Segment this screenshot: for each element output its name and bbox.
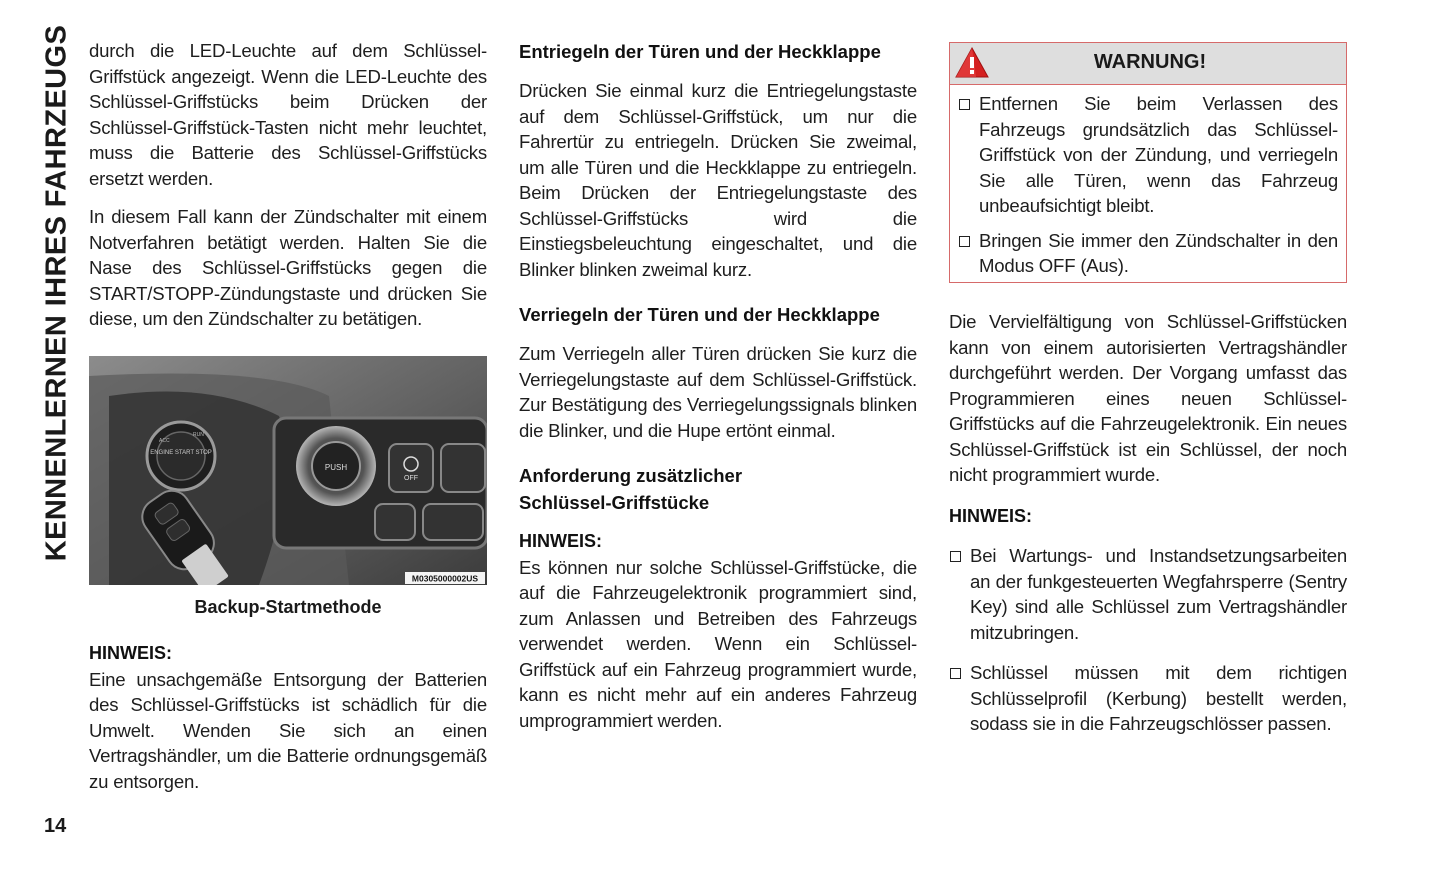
warning-title: WARNUNG! <box>1093 51 1207 73</box>
warning-item-text: Bringen Sie immer den Zündschalter in den Modus OFF (Aus). <box>979 229 1338 276</box>
list-item <box>949 660 1347 737</box>
list-item <box>958 91 1338 219</box>
checkbox-bullet-icon <box>950 551 961 562</box>
heading-additional-keys-line1: Anforderung zusätzlicher <box>519 465 743 486</box>
note-heading: HINWEIS: <box>949 505 1032 526</box>
heading-additional-keys-line2: Schlüssel-Griffstücke <box>519 492 710 513</box>
note-item-text: Schlüssel müssen mit dem richtigen Schlüsselprofil (Kerbung) bestellt werden, sodass sie in die Fahrzeugschlösser passen. <box>970 662 1347 734</box>
heading-lock: Verriegeln der Türen und der Heckklappe <box>519 304 880 325</box>
paragraph-led-battery: durch die LED-Leuchte auf dem Schlüssel-Griffstück angezeigt. Wenn die LED-Leuchte des Schlüssel-Griffstücks beim Drücken der Schlüssel-Griffstück-Tasten nicht mehr leuchtet, muss die Batterie des Schlüssel-Griffstücks ersetzt werden. <box>89 40 487 189</box>
checkbox-bullet-icon <box>950 668 961 679</box>
figure-code: M0305000002US <box>411 573 479 584</box>
warning-box <box>949 42 1347 283</box>
column-middle <box>519 38 917 733</box>
figure-caption: Backup-Startmethode <box>194 597 382 617</box>
run-label: RUN <box>193 432 204 438</box>
column-right <box>949 309 1347 746</box>
heading-unlock: Entriegeln der Türen und der Heckklappe <box>519 41 881 62</box>
start-button-label: ENGINE START STOP <box>150 450 212 456</box>
paragraph-key-duplication: Die Vervielfältigung von Schlüssel-Griffstücken kann von einem autorisierten Vertragshändler durchgeführt werden. Der Vorgang umfasst das Programmieren eines neuen Schlüssel-Griffstücks auf die Fahrzeugelektronik. Ein neues Schlüssel-Griffstück ist ein Schlüssel, der noch nicht programmiert wurde. <box>949 311 1347 485</box>
note-heading: HINWEIS: <box>89 643 172 663</box>
list-item <box>958 228 1338 279</box>
warning-list <box>950 85 1346 279</box>
dashboard-photo-illustration <box>89 356 487 585</box>
warning-header <box>950 43 1346 85</box>
chapter-title-vertical <box>40 24 74 561</box>
paragraph-emergency-start: In diesem Fall kann der Zündschalter mit einem Notverfahren betätigt werden. Halten Sie die Nase des Schlüssel-Griffstücks gegen die START/STOPP-Zündungstaste und drücken Sie diese, um den Zündschalter zu betätigen. <box>89 206 487 329</box>
chapter-title-text: KENNENLERNEN IHRES FAHRZEUGS <box>40 24 73 561</box>
page-number: 14 <box>44 815 67 837</box>
note-item-text: Bei Wartungs- und Instandsetzungsarbeiten an der funkgesteuerten Wegfahrsperre (Sentry Key) sind alle Schlüssel zum Vertragshändler mitzubringen. <box>970 545 1347 643</box>
heading-additional-keys <box>519 462 917 516</box>
note-programmed-keys: Es können nur solche Schlüssel-Griffstücke, die auf die Fahrzeugelektronik programmiert sind, zum Anlassen und Betreiben des Fahrzeugs verwendet werden. Wenn ein Schlüssel-Griffstück auf ein Fahrzeug programmiert wurde, kann es nicht mehr auf ein anderes Fahrzeug umprogrammiert werden. <box>519 556 917 731</box>
paragraph-unlock: Drücken Sie einmal kurz die Entriegelungstaste auf dem Schlüssel-Griffstück, um nur die Fahrertür zu entriegeln. Drücken Sie zweimal, um alle Türen und die Heckklappe zu entriegeln. Beim Drücken der Entriegelungstaste des Schlüssel-Griffstücks wird die Einstiegsbeleuchtung eingeschaltet, und die Blinker blinken zweimal kurz. <box>519 80 917 280</box>
off-label: OFF <box>404 475 418 482</box>
warning-item-text: Entfernen Sie beim Verlassen des Fahrzeugs grundsätzlich das Schlüssel-Griffstück von der Zündung, und verriegeln Sie alle Türen, wenn das Fahrzeug unbeaufsichtigt bleibt. <box>979 93 1338 216</box>
figure-backup-start-photo <box>89 356 487 585</box>
column-left <box>89 38 487 332</box>
column-left-note <box>89 641 487 794</box>
checkbox-bullet-icon <box>959 236 970 247</box>
acc-label: ACC <box>159 438 170 444</box>
list-item <box>949 543 1347 645</box>
note-battery-disposal: Eine unsachgemäße Entsorgung der Batterien des Schlüssel-Griffstücks ist schädlich für die Umwelt. Wenden Sie sich an einen Vertragshändler, um die Batterie ordnungsgemäß zu entsorgen. <box>89 668 487 792</box>
paragraph-lock: Zum Verriegeln aller Türen drücken Sie kurz die Verriegelungstaste auf dem Schlüssel-Griffstück. Zur Bestätigung des Verriegelungssignals blinken die Blinker, und die Hupe ertönt einmal. <box>519 343 917 441</box>
checkbox-bullet-icon <box>959 99 970 110</box>
note-list <box>949 543 1347 737</box>
push-label: PUSH <box>324 463 348 472</box>
note-heading: HINWEIS: <box>519 531 602 551</box>
